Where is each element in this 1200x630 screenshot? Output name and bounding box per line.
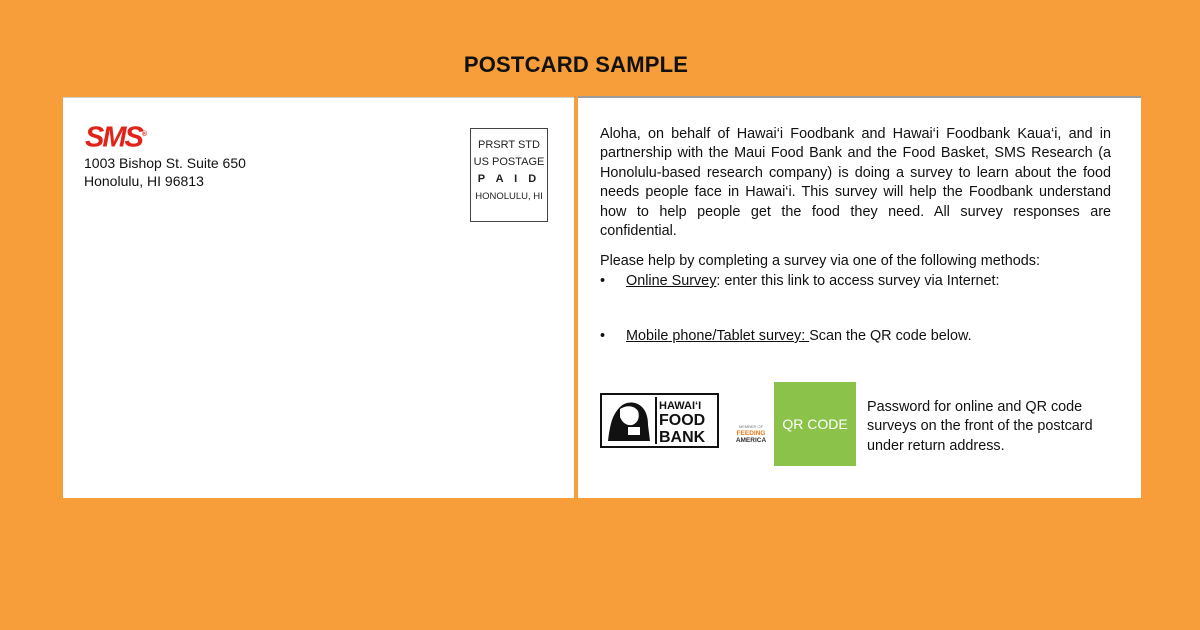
address-line-1: 1003 Bishop St. Suite 650 <box>84 155 246 171</box>
mobile-survey-text: Scan the QR code below. <box>809 328 972 344</box>
feeding-america-small: MEMBER OF <box>738 424 764 429</box>
mobile-survey-label: Mobile phone/Tablet survey: <box>626 328 810 344</box>
indicia-line-3: P A I D <box>477 173 541 185</box>
postcard-front <box>63 97 574 498</box>
intro-paragraph: Aloha, on behalf of Hawai‘i Foodbank and Hawai‘i Foodbank Kaua‘i, and in partnership with the Maui Food Bank and the Food Basket, SMS Research (a Honolulu-based research company) is doing a survey to learn about the food needs people face in Hawai‘i. This survey will help the Foodbank understand how to help people get the food they need. All survey responses are confidential. <box>600 126 1111 240</box>
feeding-america-logo <box>730 423 772 444</box>
indicia-line-4: HONOLULU, HI <box>475 191 543 202</box>
sms-logo-text: SMS <box>85 121 142 154</box>
bullet-online-survey <box>600 272 1000 291</box>
indicia-line-2: US POSTAGE <box>473 156 545 168</box>
page-heading: POSTCARD SAMPLE <box>463 52 689 77</box>
methods-intro: Please help by completing a survey via one of the following methods: <box>600 253 1040 269</box>
foodbank-logo-icon <box>602 395 717 446</box>
feeding-america-line-1: FEEDING <box>736 430 766 437</box>
qr-code-placeholder <box>774 382 856 466</box>
bullet-dot-icon: • <box>600 273 606 289</box>
postcard-back <box>578 96 1141 498</box>
online-survey-text: : enter this link to access survey via Internet: <box>716 273 1000 289</box>
sms-logo <box>85 120 147 153</box>
foodbank-logo-line-3: BANK <box>659 429 706 446</box>
postage-indicia <box>470 128 548 222</box>
foodbank-logo-line-2: FOOD <box>659 412 706 429</box>
online-survey-link[interactable]: Online Survey <box>626 273 717 289</box>
address-line-2: Honolulu, HI 96813 <box>84 173 204 189</box>
registered-mark: ® <box>141 131 148 138</box>
foodbank-logo-line-1: HAWAI‘I <box>659 400 702 412</box>
qr-code-label: QR CODE <box>782 416 848 432</box>
hawaii-foodbank-logo <box>600 393 719 448</box>
bullet-dot-icon: • <box>600 328 606 344</box>
bullet-mobile-survey <box>600 327 972 346</box>
password-note: Password for online and QR code surveys on the front of the postcard under return address. <box>867 399 1093 454</box>
feeding-america-line-2: AMERICA <box>735 437 767 444</box>
return-address <box>84 154 246 190</box>
indicia-line-1: PRSRT STD <box>478 139 540 151</box>
